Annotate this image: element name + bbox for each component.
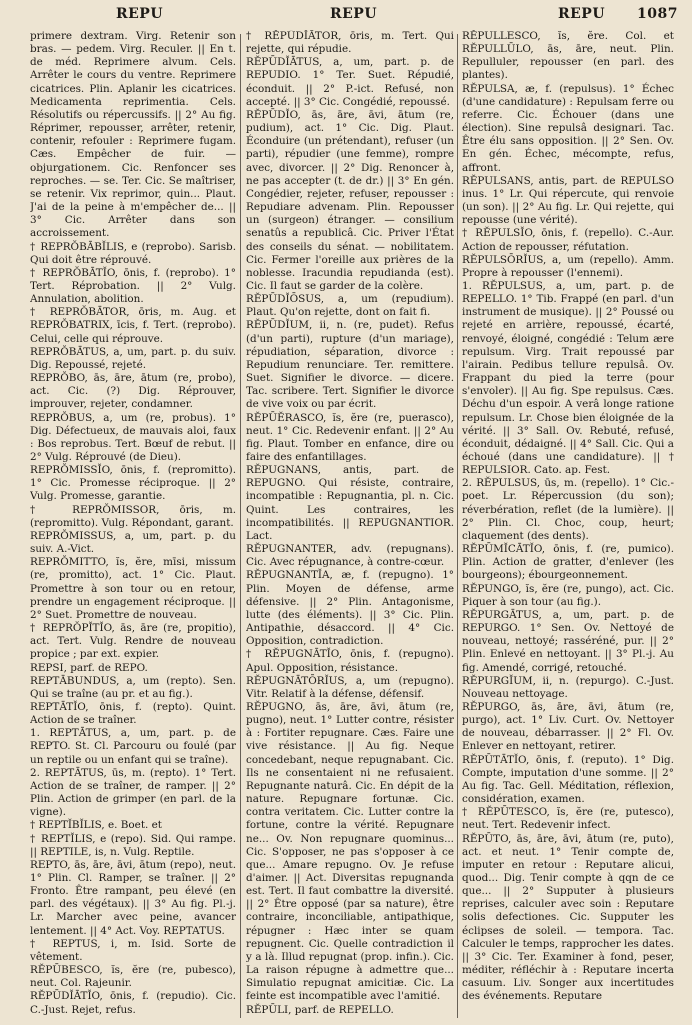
header-center-word: REPU xyxy=(330,6,378,22)
dictionary-entry: RĔPŪDĬĀTUS, a, um, part. p. de REPUDIO. 1° Ter. Suet. Répudié, éconduit. || 2° P.-ict. Refusé, non accepté. || 3° Cic. Congédié, repoussé. xyxy=(246,56,454,108)
dictionary-entry: † REPRŎPĬTĬO, ās, āre (re, propitio), act. Tert. Vulg. Rendre de nouveau propice ; par ext. expier. xyxy=(30,622,236,661)
dictionary-entry: REPTĀBUNDUS, a, um (repto). Sen. Qui se traîne (au pr. et au fig.). xyxy=(30,674,236,700)
dictionary-entry: RĔPŪDĬŌSUS, a, um (repudium). Plaut. Qu'on rejette, dont on fait fi. xyxy=(246,293,454,319)
dictionary-entry: REPTĀTĬO, ōnis, f. (repto). Quint. Action de se traîner. xyxy=(30,700,236,727)
dictionary-entry: primere dextram. Virg. Retenir son bras. — pedem. Virg. Reculer. || En t. de méd. Reprimere alvum. Cels. Arrêter le cours du ventre. Reprimere cicatrices. Plin. Aplanir les cicatrices. Medicamenta reprimentia. Cels. Résolutifs ou répercussifs. || 2° Au fig. Réprimer, repousser, arrêter, retenir, contenir, refouler : Reprimere fugam. Cæs. Empêcher de fuir. — objurgationem. Cic. Renfoncer ses reproches. — se. Ter. Cic. Se maîtriser, se retenir. Vix reprimor, quin... Plaut. J'ai de la peine à m'empêcher de... || 3° Cic. Arrêter dans son accroissement. xyxy=(30,30,236,240)
column-middle xyxy=(246,30,454,1020)
dictionary-entry: REPRŎMISSĬO, ōnis, f. (repromitto). 1° Cic. Promesse réciproque. || 2° Vulg. Promesse, garantie. xyxy=(30,464,236,503)
page-number: 1087 xyxy=(637,6,678,22)
dictionary-entry: † RĔPULSĬO, ōnis, f. (repello). C.-Aur. Action de repousser, réfutation. xyxy=(462,227,674,253)
dictionary-entry: RĔPURGĀTUS, a, um, part. p. de REPURGO. 1° Sen. Ov. Nettoyé de nouveau, nettoyé; rasséréné, pur. || 2° Plin. Enlevé en nettoyant. || 3° Pl.-j. Au fig. Amendé, corrigé, retouché. xyxy=(462,608,674,674)
dictionary-entry: RĔPULLESCO, ĭs, ĕre. Col. et RĔPULLŪLO, ās, āre, neut. Plin. Repulluler, repousser (en parl. des plantes). xyxy=(462,30,674,82)
dictionary-entry: † REPTĬBĬLIS, e. Boet. et xyxy=(30,819,162,832)
dictionary-entry: RĔPŪDĬĀTĬO, ōnis, f. (repudio). Cic. C.-Just. Rejet, refus. xyxy=(30,990,236,1016)
dictionary-entry: REPRŎBĀTUS, a, um, part. p. du suiv. Dig. Repoussé, rejeté. xyxy=(30,345,236,371)
running-header xyxy=(30,6,678,28)
dictionary-entry: RĔPUGNĀTŌRĬUS, a, um (repugno). Vitr. Relatif à la défense, défensif. xyxy=(246,674,454,700)
header-right-word: REPU xyxy=(558,6,606,22)
dictionary-entry: † REPRŎBĀTĬO, ōnis, f. (reprobo). 1° Tert. Réprobation. || 2° Vulg. Annulation, abolition. xyxy=(30,266,236,306)
column-left xyxy=(30,30,236,1020)
dictionary-entry: RĔPUNGO, ĭs, ĕre (re, pungo), act. Cic. Piquer à son tour (au fig.). xyxy=(462,582,674,608)
dictionary-entry: REPTO, ās, āre, āvi, ātum (repo), neut. 1° Plin. Cl. Ramper, se traîner. || 2° Fronto. Être rampant, peu élevé (en parl. des végétaux). || 3° Au fig. Pl.-j. Lr. Marcher avec peine, avancer lentement. || 4° Act. Voy. REPTATUS. xyxy=(30,858,236,937)
dictionary-entry: RĔPŪTO, ās, āre, āvi, ātum (re, puto), act. et neut. 1° Tenir compte de, imputer en retour : Reputare alicui, quod... Dig. Tenir compte à qqn de ce que... || 2° Supputer à plusieurs reprises, calculer avec soin : Reputare solis defectiones. Cic. Supputer les éclipses de soleil. — tempora. Tac. Calculer le temps, rapprocher les dates. || 3° Cic. Ter. Examiner à fond, peser, méditer, réfléchir à : Reputare incerta casuum. Liv. Songer aux incertitudes des événements. Reputare xyxy=(462,832,674,1003)
dictionary-entry: 1. REPTĀTUS, a, um, part. p. de REPTO. St. Cl. Parcouru ou foulé (par un reptile ou un enfant qui se traîne). xyxy=(30,727,236,766)
dictionary-entry: RĔPUGNANTĬA, æ, f. (repugno). 1° Plin. Moyen de défense, arme défensive. || 2° Plin. Antagonisme, lutte (des éléments). || 3° Cic. Plin. Antipathie, désaccord. || 4° Cic. Opposition, contradiction. xyxy=(246,569,454,648)
dictionary-entry: RĔPULSŌRĬUS, a, um (repello). Amm. Propre à repousser (l'ennemi). xyxy=(462,253,674,279)
dictionary-entry: RĔPULSANS, antis, part. de REPULSO inus. 1° Lr. Qui répercute, qui renvoie (un son). || 2° Au fig. Lr. Qui rejette, qui repousse (une vérité). xyxy=(462,174,674,227)
dictionary-entry: RĔPURGĬUM, ii, n. (repurgo). C.-Just. Nouveau nettoyage. xyxy=(462,674,674,700)
dictionary-entry: RĔPŪMĬCĀTĬO, ōnis, f. (re, pumico). Plin. Action de gratter, d'enlever (les bourgeons); ébourgeonnement. xyxy=(462,543,674,582)
dictionary-entry: RĔPŪBESCO, ĭs, ĕre (re, pubesco), neut. Col. Rajeunir. xyxy=(30,964,236,990)
dictionary-entry: † REPRŎMISSOR, ōris, m. (repromitto). Vulg. Répondant, garant. xyxy=(30,503,236,529)
dictionary-entry: † REPTĬLIS, e (repo). Sid. Qui rampe. || REPTILE, is, n. Vulg. Reptile. xyxy=(30,832,236,858)
dictionary-entry: RĔPŪDĬO, ās, āre, āvi, ātum (re, pudium), act. 1° Cic. Dig. Plaut. Éconduire (un prétendant), refuser (un parti), répudier (une femme), rompre avec, divorcer. || 2° Dig. Renoncer à, ne pas accepter (t. de dr.) || 3° En gén. Congédier, rejeter, refuser, repousser : Repudiare advenam. Plin. Repousser un (surgeon) étranger. — consilium senatûs a republicâ. Cic. Priver l'État des conseils du sénat. — nobilitatem. Cic. Fermer l'oreille aux prières de la noblesse. Iracundia repudianda (est). Cic. Il faut se garder de la colère. xyxy=(246,108,454,292)
dictionary-entry: REPRŎBO, ās, āre, ātum (re, probo), act. Cic. (?) Dig. Réprouver, improuver, rejeter, condamner. xyxy=(30,372,236,411)
dictionary-entry: 1. RĔPULSUS, a, um, part. p. de REPELLO. 1° Tib. Frappé (en parl. d'un instrument de musique). || 2° Poussé ou rejeté en arrière, repoussé, écarté, renvoyé, éloigné, congédié : Telum ære repulsum. Virg. Trait repoussé par l'airain. Pedibus tellure repulsâ. Ov. Frappant du pied la terre (pour s'envoler). || Au fig. Spe repulsus. Cæs. Déchu d'un espoir. A verâ longe ratione repulsum. Lr. Chose bien éloignée de la vérité. || 3° Sall. Ov. Rebuté, refusé, éconduit, dédaigné. || 4° Sall. Cic. Qui a échoué (dans une candidature). || † REPULSIOR. Cato. ap. Fest. xyxy=(462,279,674,477)
dictionary-entry: RĔPŪTĀTĬO, ōnis, f. (reputo). 1° Dig. Compte, imputation d'une somme. || 2° Au fig. Tac. Gell. Méditation, réflexion, considération, examen. xyxy=(462,753,674,806)
dictionary-entry: † REPTUS, i, m. Isid. Sorte de vêtement. xyxy=(30,937,236,963)
dictionary-entry: REPRŎMISSUS, a, um, part. p. du suiv. A.-Vict. xyxy=(30,529,236,556)
dictionary-entry: RĔPURGO, ās, āre, āvi, ātum (re, purgo), act. 1° Liv. Curt. Ov. Nettoyer de nouveau, débarrasser. || 2° Fl. Ov. Enlever en nettoyant, retirer. xyxy=(462,700,674,753)
dictionary-entry: RĔPULSA, æ, f. (repulsus). 1° Échec (d'une candidature) : Repulsam ferre ou referre. Cic. Échouer (dans une élection). Sine repulsâ designari. Tac. Être élu sans opposition. || 2° Sen. Ov. En gén. Échec, mécompte, refus, affront. xyxy=(462,82,674,174)
dictionary-entry: RĔPUGNANS, antis, part. de REPUGNO. Qui résiste, contraire, incompatible : Repugnantia, pl. n. Cic. Quint. Les contraires, les incompatibilités. || REPUGNANTIOR. Lact. xyxy=(246,464,454,542)
dictionary-entry: † RĔPŪTESCO, ĭs, ĕre (re, putesco), neut. Tert. Redevenir infect. xyxy=(462,806,674,832)
dictionary-entry: † REPRŎBĀBĬLIS, e (reprobo). Sarisb. Qui doit être réprouvé. xyxy=(30,240,236,266)
column-divider xyxy=(240,34,241,1018)
dictionary-entry: RĔPŪĔRASCO, ĭs, ĕre (re, puerasco), neut. 1° Cic. Redevenir enfant. || 2° Au fig. Plaut. Tomber en enfance, dire ou faire des enfantillages. xyxy=(246,411,454,463)
dictionary-entry: REPRŎMITTO, ĭs, ĕre, mīsi, missum (re, promitto), act. 1° Cic. Plaut. Promettre à son tour ou en retour, prendre un engagement réciproque. || 2° Suet. Promettre de nouveau. xyxy=(30,556,236,621)
dictionary-entry: REPSI, parf. de REPO. xyxy=(30,661,148,674)
dictionary-entry: REPRŎBUS, a, um (re, probus). 1° Dig. Défectueux, de mauvais aloi, faux : Bos reprobus. Tert. Bœuf de rebut. || 2° Vulg. Réprouvé (de Dieu). xyxy=(30,411,236,463)
dictionary-entry: RĔPŪLI, parf. de REPELLO. xyxy=(246,1003,394,1016)
dictionary-entry: † RĔPŪDĬĀTOR, ōris, m. Tert. Qui rejette, qui répudie. xyxy=(246,30,454,56)
dictionary-entry: RĔPUGNO, ās, āre, āvi, ātum (re, pugno), neut. 1° Lutter contre, résister à : Fortiter repugnare. Cæs. Faire une vive résistance. || Au fig. Neque concedebant, neque repugnabant. Cic. Ils ne consentaient ni ne refusaient. Repugnante naturâ. Cic. En dépit de la nature. Repugnare fortunæ. Cic. contra veritatem. Cic. Lutter contre la fortune, contre la vérité. Repugnare ne... Ov. Non repugnare quominus... Cic. S'opposer, ne pas s'opposer à ce que... Amare repugno. Ov. Je refuse d'aimer. || Act. Diversitas repugnanda est. Tert. Il faut combattre la diversité. || 2° Être opposé (par sa nature), être contraire, inconciliable, antipathique, répugner : Hæc inter se quam repugnent. Cic. Quelle contradiction il y a là. Illud repugnat (prop. infin.). Cic. La raison répugne à admettre que... Simulatio repugnat amicitiæ. Cic. La feinte est incompatible avec l'amitié. xyxy=(246,700,454,1003)
dictionary-entry: 2. RĔPULSUS, ūs, m. (repello). 1° Cic.-poet. Lr. Répercussion (du son); réverbération, reflet (de la lumière). || 2° Plin. Cl. Choc, coup, heurt; claquement (des dents). xyxy=(462,477,674,542)
dictionary-entry: † REPRŎBĀTOR, ōris, m. Aug. et REPRŎBATRIX, īcis, f. Tert. (reprobo). Celui, celle qui réprouve. xyxy=(30,306,236,345)
dictionary-entry: RĔPUGNANTER, adv. (repugnans). Cic. Avec répugnance, à contre-cœur. xyxy=(246,543,454,569)
dictionary-entry: 2. REPTĀTUS, ūs, m. (repto). 1° Tert. Action de se traîner, de ramper. || 2° Plin. Action de grimper (en parl. de la vigne). xyxy=(30,766,236,819)
column-divider xyxy=(457,34,458,1018)
dictionary-entry: RĔPŪDĬUM, ii, n. (re, pudet). Refus (d'un parti), rupture (d'un mariage), répudiation, séparation, divorce : Repudium renunciare. Ter. remittere. Suet. Signifier le divorce. — dicere. Tac. scribere. Tert. Signifier le divorce de vive voix ou par écrit. xyxy=(246,319,454,411)
header-left-word: REPU xyxy=(116,6,164,22)
dictionary-entry: † RĔPUGNĀTĬO, ōnis, f. (repugno). Apul. Opposition, résistance. xyxy=(246,648,454,674)
column-right xyxy=(462,30,674,1020)
